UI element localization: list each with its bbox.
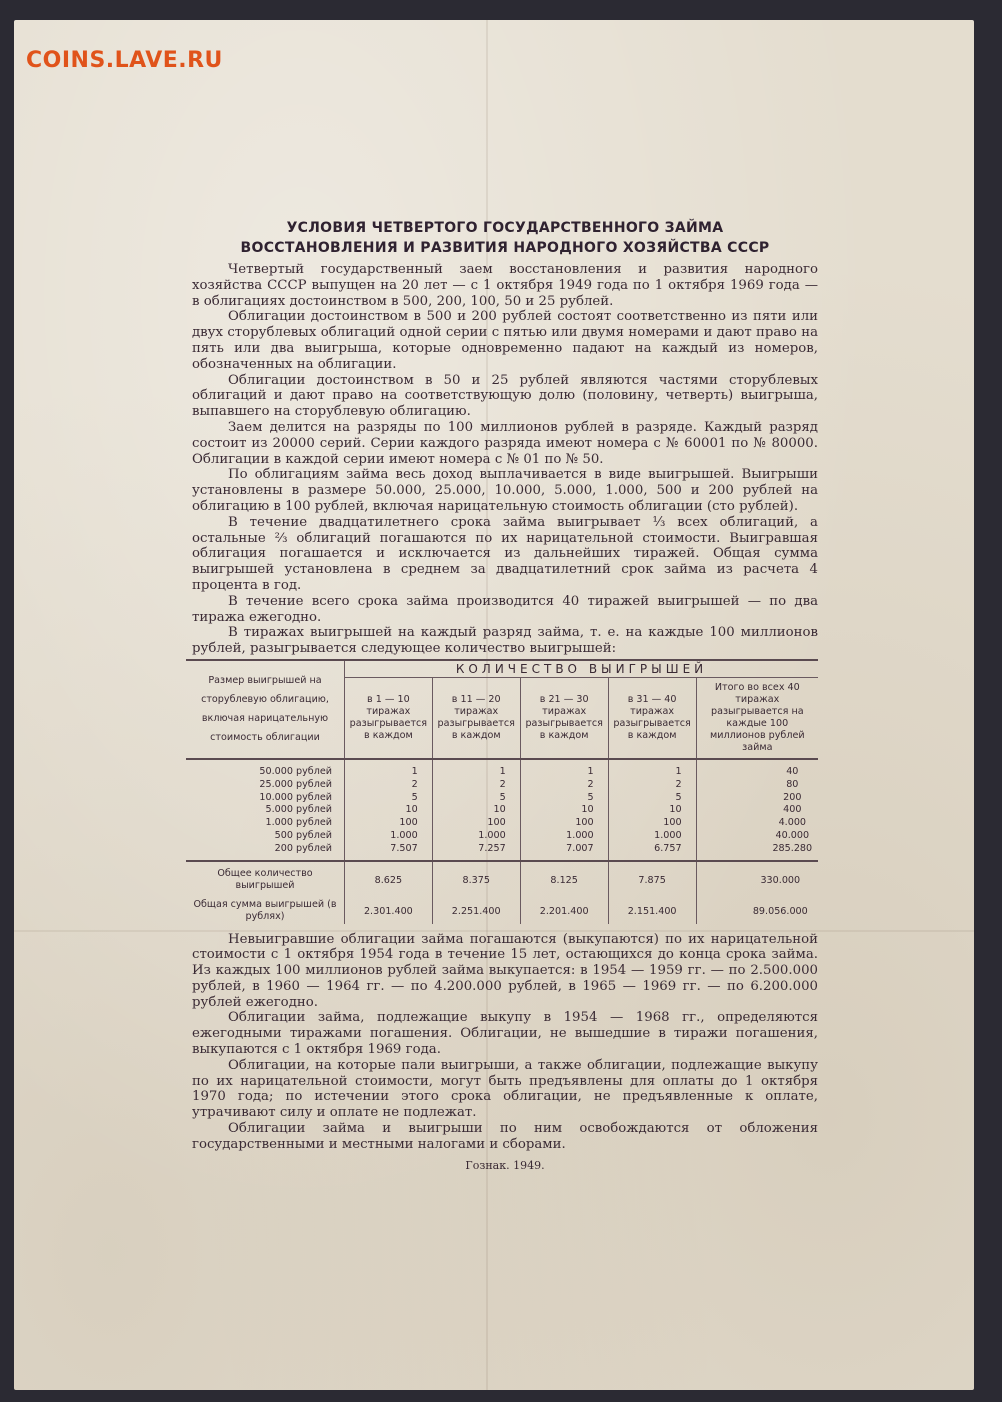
table-cell: 1.000 bbox=[566, 829, 594, 841]
table-cell: 200 bbox=[783, 791, 802, 803]
table-cell: 100 bbox=[575, 817, 594, 829]
table-cell: 1 bbox=[499, 765, 506, 777]
paragraph: По облигациям займа весь доход выплачивается в виде выигрышей. Выигрыши установлены в размере 50.000, 25.000, 10.000, 5.000, 1.000, 500 и 200 рублей на облигацию в 100 рублей, включая нарицательную стоимость облигации (сто рублей). bbox=[192, 467, 818, 514]
total-sum-cell: 89.056.000 bbox=[752, 905, 808, 917]
paragraph: Облигации, на которые пали выигрыши, а также облигации, подлежащие выкупу по их нарицательной стоимости, могут быть предъявлены для оплаты до 1 октября 1970 года; по истечении этого срока облигации, не предъявленные к оплате, утрачивают силу и оплате не подлежат. bbox=[192, 1057, 818, 1121]
table-cell: 1.000 bbox=[478, 829, 506, 841]
table-cell: 5 bbox=[499, 791, 506, 803]
total-count-cell: 8.625 bbox=[345, 861, 433, 893]
prize-size: 50.000 рублей bbox=[259, 765, 332, 777]
document-body bbox=[192, 218, 818, 1172]
table-cell: 2 bbox=[587, 778, 594, 790]
table-cell: 5 bbox=[587, 791, 594, 803]
prize-size: 200 рублей bbox=[274, 842, 332, 854]
table-cell: 5 bbox=[411, 791, 418, 803]
table-cell: 400 bbox=[783, 804, 802, 816]
table-cell: 1 bbox=[675, 765, 682, 777]
table-cell: 80 bbox=[786, 778, 799, 790]
total-count-cell: 8.125 bbox=[520, 861, 608, 893]
table-header-col: в 11 — 20 тиражах разыгрывается в каждом bbox=[432, 677, 520, 759]
table-cell: 2 bbox=[675, 778, 682, 790]
title-line-1: УСЛОВИЯ ЧЕТВЕРТОГО ГОСУДАРСТВЕННОГО ЗАЙМА bbox=[286, 220, 724, 236]
count-column bbox=[345, 759, 433, 861]
document-title bbox=[192, 218, 818, 258]
paragraph: Облигации займа и выигрыши по ним освобождаются от обложения государственными и местными налогами и сборами. bbox=[192, 1121, 818, 1152]
table-cell: 7.507 bbox=[390, 842, 418, 854]
prize-size: 1.000 рублей bbox=[265, 817, 332, 829]
count-column bbox=[608, 759, 696, 861]
table-header-col: в 31 — 40 тиражах разыгрывается в каждом bbox=[608, 677, 696, 759]
table-header-col: Итого во всех 40 тиражах разыгрывается на каждые 100 миллионов рублей займа bbox=[696, 677, 818, 759]
prize-table bbox=[186, 659, 818, 924]
count-column bbox=[520, 759, 608, 861]
table-cell: 10 bbox=[493, 804, 506, 816]
paragraph: Облигации достоинством в 500 и 200 рублей состоят соответственно из пяти или двух сторублевых облигаций одной серии с пятью или двумя номерами и дают право на пять или два выигрыша, которые одновременно падают на каждый из номеров, обозначенных на облигации. bbox=[192, 309, 818, 372]
paragraph: В тиражах выигрышей на каждый разряд займа, т. е. на каждые 100 миллионов рублей, разыгрывается следующее количество выигрышей: bbox=[192, 625, 818, 657]
total-sum-cell: 2.201.400 bbox=[520, 893, 608, 924]
printer-mark: Гознак. 1949. bbox=[465, 1158, 545, 1172]
paragraph: Невыигравшие облигации займа погашаются (выкупаются) по их нарицательной стоимости с 1 октября 1954 года в течение 15 лет, остающихся до конца срока займа. Из каждых 100 миллионов рублей займа выкупается: в 1954 — 1959 гг. — по 2.500.000 рублей, в 1960 — 1964 гг. — по 4.200.000 рублей, в 1965 — 1969 гг. — по 6.200.000 рублей ежегодно. bbox=[192, 931, 818, 1010]
total-sum-cell: 2.251.400 bbox=[432, 893, 520, 924]
table-cell: 1 bbox=[411, 765, 418, 777]
table-header-col: в 21 — 30 тиражах разыгрывается в каждом bbox=[520, 677, 608, 759]
prize-size: 10.000 рублей bbox=[259, 791, 332, 803]
table-cell: 10 bbox=[581, 804, 594, 816]
prize-size: 5.000 рублей bbox=[265, 804, 332, 816]
table-cell: 40.000 bbox=[775, 829, 810, 841]
total-column bbox=[696, 759, 818, 861]
table-cell: 100 bbox=[399, 817, 418, 829]
total-count-label: Общее количество выигрышей bbox=[186, 861, 345, 893]
count-column bbox=[432, 759, 520, 861]
table-cell: 6.757 bbox=[654, 842, 682, 854]
table-cell: 7.257 bbox=[478, 842, 506, 854]
intro-paragraphs bbox=[192, 262, 818, 657]
table-cell: 1.000 bbox=[390, 829, 418, 841]
total-sum-label: Общая сумма выигрышей (в рублях) bbox=[186, 893, 345, 924]
prize-size: 25.000 рублей bbox=[259, 778, 332, 790]
title-line-2: ВОССТАНОВЛЕНИЯ И РАЗВИТИЯ НАРОДНОГО ХОЗЯЙСТВА СССР bbox=[240, 240, 770, 256]
prize-sizes-cell bbox=[186, 759, 345, 861]
table-cell: 40 bbox=[786, 765, 799, 777]
table-cell: 10 bbox=[405, 804, 418, 816]
paragraph: В течение всего срока займа производится 40 тиражей выигрышей — по два тиража ежегодно. bbox=[192, 593, 818, 625]
paragraph: В течение двадцатилетнего срока займа выигрывает ⅓ всех облигаций, а остальные ⅔ облигаций погашаются по их нарицательной стоимости. Выигравшая облигация погашается и исключается из дальнейших тиражей. Общая сумма выигрышей установлена в среднем за двадцатилетний срок займа из расчета 4 процента в год. bbox=[192, 514, 818, 593]
paragraph: Четвертый государственный заем восстановления и развития народного хозяйства СССР выпущен на 20 лет — с 1 октября 1949 года по 1 октября 1969 года — в облигациях достоинством в 500, 200, 100, 50 и 25 рублей. bbox=[192, 262, 818, 309]
table-cell: 100 bbox=[487, 817, 506, 829]
table-cell: 2 bbox=[411, 778, 418, 790]
table-cell: 1.000 bbox=[654, 829, 682, 841]
table-cell: 7.007 bbox=[566, 842, 594, 854]
table-cell: 1 bbox=[587, 765, 594, 777]
table-header-size: Размер выигрышей на сторублевую облигацию, включая нарицательную стоимость облигации bbox=[186, 660, 345, 759]
table-cell: 2 bbox=[499, 778, 506, 790]
total-sum-cell: 2.151.400 bbox=[608, 893, 696, 924]
table-cell: 10 bbox=[669, 804, 682, 816]
paragraph: Облигации достоинством в 50 и 25 рублей являются частями сторублевых облигаций и дают право на соответствующую долю (половину, четверть) выигрыша, выпавшего на сторублевую облигацию. bbox=[192, 372, 818, 420]
total-sum-cell: 2.301.400 bbox=[345, 893, 433, 924]
table-cell: 100 bbox=[663, 817, 682, 829]
paragraph: Заем делится на разряды по 100 миллионов рублей в разряде. Каждый разряд состоит из 20000 серий. Серии каждого разряда имеют номера с № 60001 по № 80000. Облигации в каждой серии имеют номера с № 01 по № 50. bbox=[192, 419, 818, 467]
table-header-col: в 1 — 10 тиражах разыгрывается в каждом bbox=[345, 677, 433, 759]
table-cell: 285.280 bbox=[772, 842, 813, 854]
table-cell: 5 bbox=[675, 791, 682, 803]
prize-size: 500 рублей bbox=[274, 829, 332, 841]
table-cell: 4.000 bbox=[778, 817, 807, 829]
closing-paragraphs bbox=[192, 932, 818, 1153]
total-count-cell: 8.375 bbox=[432, 861, 520, 893]
watermark: COINS.LAVE.RU bbox=[26, 48, 223, 73]
total-count-cell: 7.875 bbox=[608, 861, 696, 893]
paragraph: Облигации займа, подлежащие выкупу в 1954 — 1968 гг., определяются ежегодными тиражами погашения. Облигации, не вышедшие в тиражи погашения, выкупаются с 1 октября 1969 года. bbox=[192, 1010, 818, 1058]
total-count-cell: 330.000 bbox=[760, 874, 801, 886]
table-header-group: КОЛИЧЕСТВО ВЫИГРЫШЕЙ bbox=[345, 660, 819, 678]
